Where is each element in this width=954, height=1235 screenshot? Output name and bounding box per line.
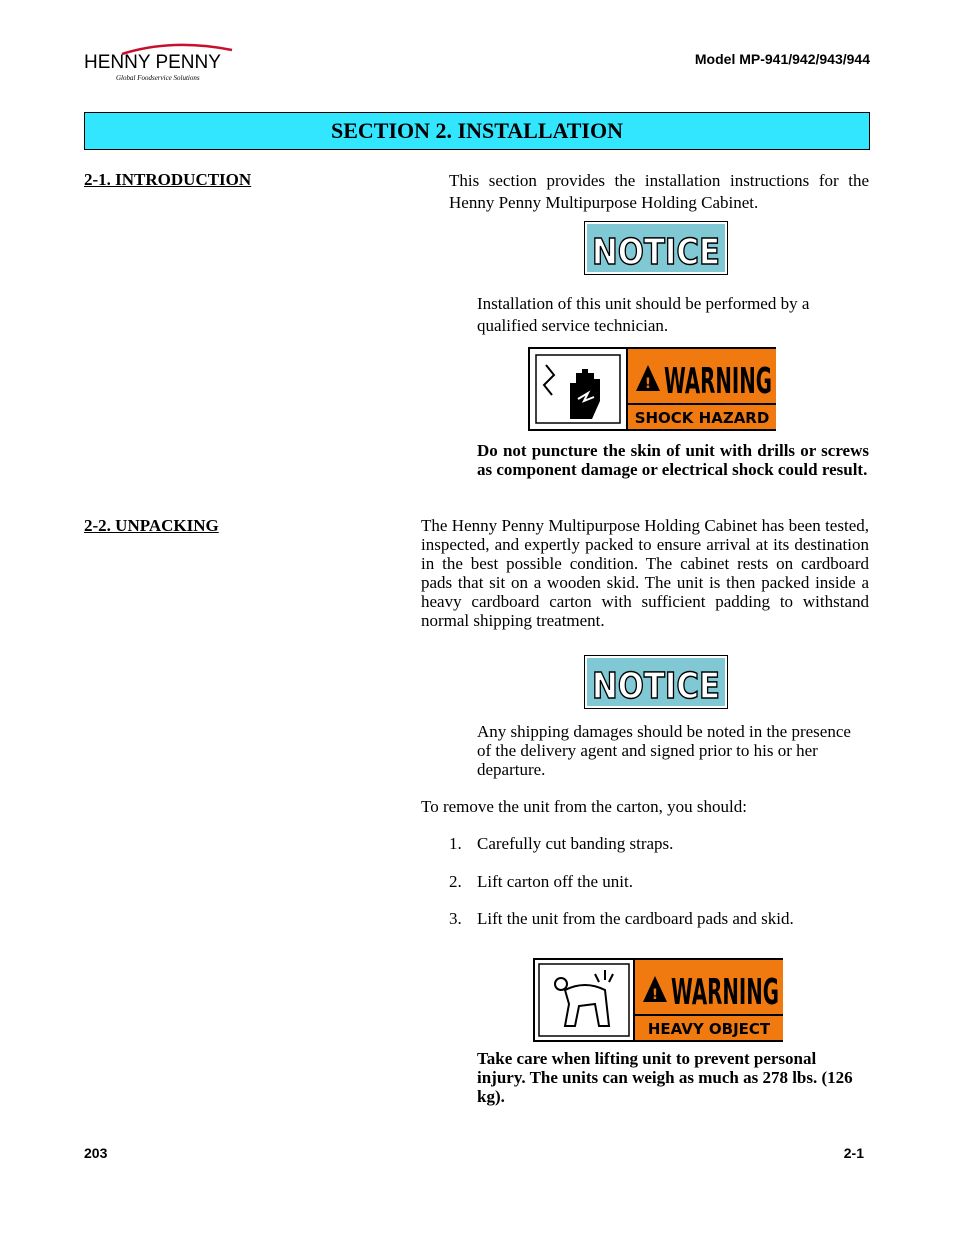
shock-hand-icon — [530, 349, 628, 429]
section-title: SECTION 2. INSTALLATION — [84, 112, 870, 150]
warning-sub-label: SHOCK HAZARD — [634, 409, 770, 427]
step-number: 3. — [449, 909, 462, 928]
warning-label-2: WARNING — [671, 972, 779, 1013]
step-item — [449, 909, 869, 928]
unpacking-text: The Henny Penny Multipurpose Holding Cabinet has been tested, inspected, and expertly packed to ensure arrival at its destination in the best possible condition. The cabinet rests on cardboard pads that sit on a wooden skid. The unit is then packed inside a heavy cardboard carton with sufficient padding to withstand normal shipping treatment. — [421, 516, 869, 630]
notice-sign-2 — [584, 655, 728, 709]
step-number: 1. — [449, 834, 462, 853]
heavy-warning-text: Take care when lifting unit to prevent personal injury. The units can weigh as much as 278 lbs. (126 kg). — [477, 1049, 853, 1106]
warning-label: WARNING — [664, 361, 772, 402]
shock-hazard-warning — [528, 347, 776, 431]
intro-notice-text: Installation of this unit should be performed by a qualified service technician. — [477, 294, 810, 335]
step-text: Lift the unit from the cardboard pads and skid. — [477, 909, 794, 928]
shock-warning-text: Do not puncture the skin of unit with drills or screws as component damage or electrical shock could result. — [477, 441, 869, 479]
intro-text: This section provides the installation instructions for the Henny Penny Multipurpose Holding Cabinet. — [449, 171, 869, 212]
footer-left: 203 — [84, 1145, 108, 1161]
heavy-object-warning — [533, 958, 783, 1042]
step-text: Lift carton off the unit. — [477, 872, 633, 891]
logo-text: HENNY PENNY — [84, 52, 221, 73]
henny-penny-logo — [82, 40, 238, 86]
remove-intro: To remove the unit from the carton, you should: — [421, 797, 747, 816]
step-item — [449, 834, 869, 853]
warning-header-2 — [635, 960, 783, 1014]
svg-text:!: ! — [644, 376, 652, 392]
step-number: 2. — [449, 872, 462, 891]
unpacking-heading: 2-2. UNPACKING — [84, 516, 219, 535]
model-number: Model MP-941/942/943/944 — [694, 51, 870, 67]
step-item — [449, 872, 869, 891]
intro-heading: 2-1. INTRODUCTION — [84, 170, 252, 189]
footer-page-number: 2-1 — [843, 1145, 864, 1161]
notice-sign — [584, 221, 728, 275]
notice-label: NOTICE — [592, 232, 720, 273]
warning-header — [628, 349, 776, 403]
lifting-person-icon — [535, 960, 635, 1040]
warning-sub-label-2: HEAVY OBJECT — [647, 1020, 771, 1038]
step-text: Carefully cut banding straps. — [477, 834, 674, 853]
logo-tagline: Global Foodservice Solutions — [116, 74, 200, 82]
notice-label-2: NOTICE — [592, 666, 720, 707]
unpacking-notice-text: Any shipping damages should be noted in the presence of the delivery agent and signed prior to his or her departure. — [477, 722, 851, 779]
svg-text:!: ! — [651, 987, 659, 1003]
